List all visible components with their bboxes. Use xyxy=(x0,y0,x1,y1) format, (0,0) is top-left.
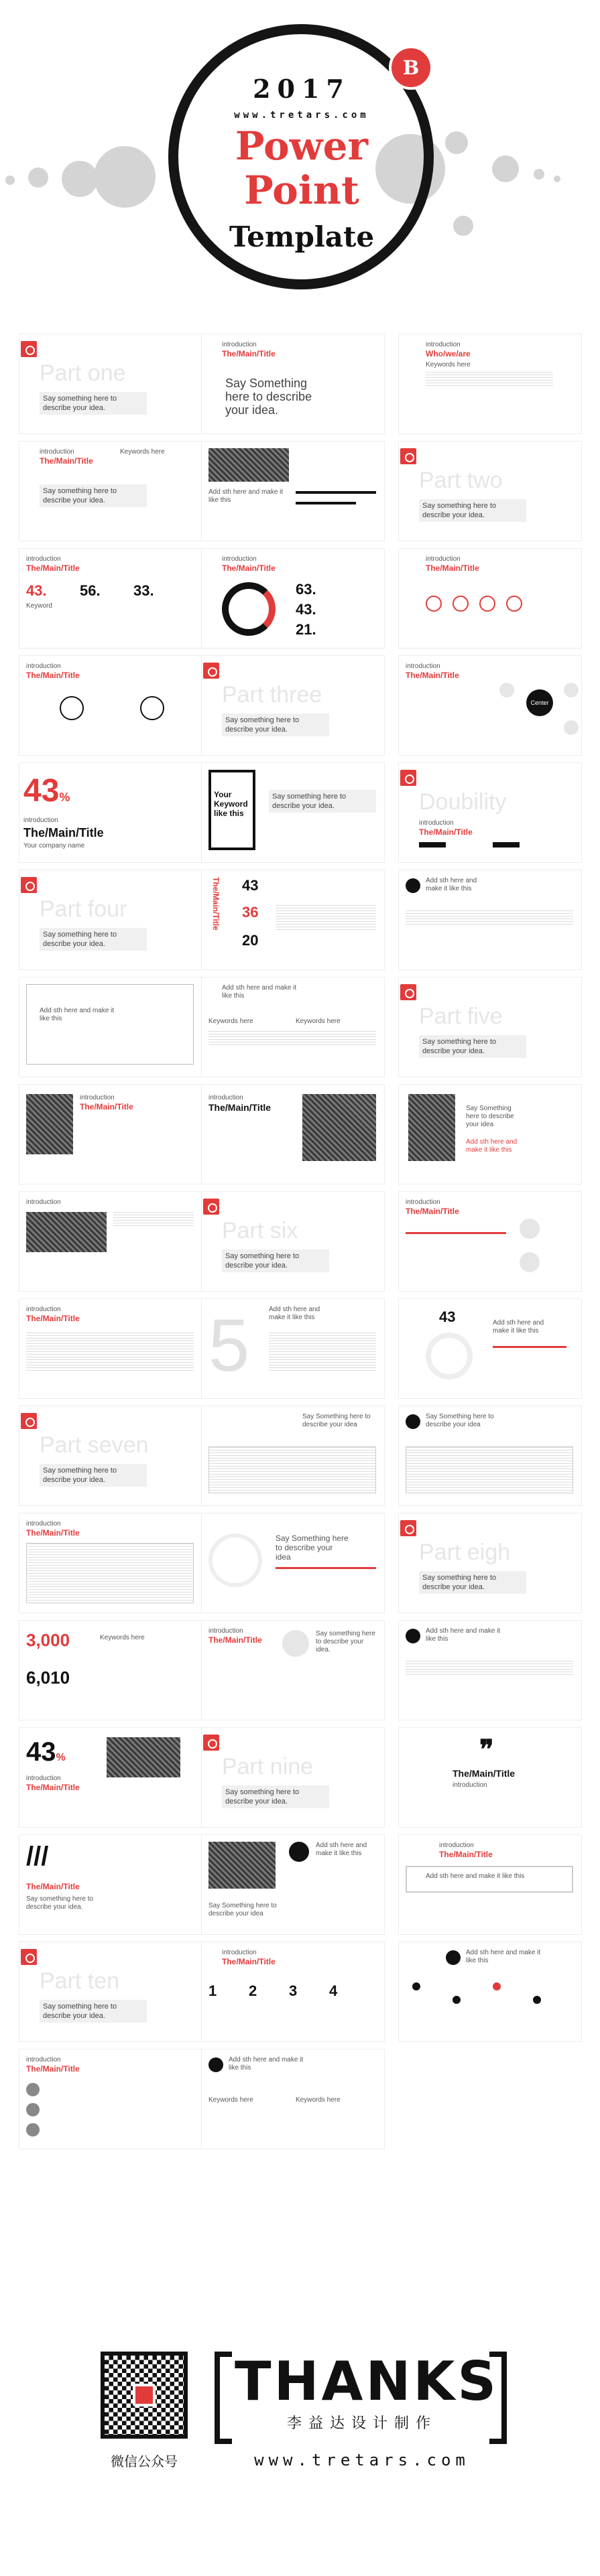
dot-icon xyxy=(412,1982,420,1990)
decor-dot xyxy=(492,155,519,182)
ring-icon xyxy=(426,596,442,612)
designer-credit: 李益达设计制作 xyxy=(286,2415,437,2431)
main-title: The/Main/Title xyxy=(453,1768,516,1779)
brand-logo: B xyxy=(389,46,433,90)
stat-value: 21. xyxy=(296,621,316,638)
text-lines xyxy=(269,1333,376,1373)
add-sth-label: Add sth here and make it like this xyxy=(493,1319,544,1335)
slide-43-twitter xyxy=(398,1298,582,1399)
node-icon xyxy=(499,683,514,697)
arrow-icon xyxy=(406,1414,420,1429)
big-number: 5 xyxy=(208,1304,250,1387)
intro-label: introduction xyxy=(453,1781,487,1789)
keyword-text: Your Keyword like this xyxy=(214,790,248,818)
intro-label: introduction xyxy=(406,663,440,670)
slide-table-b xyxy=(398,1406,582,1506)
big-stat xyxy=(23,772,70,809)
slide-part-five xyxy=(398,977,582,1077)
step-number: 2 xyxy=(249,1982,257,1999)
progress-bar xyxy=(296,491,376,494)
slide-tag-icon xyxy=(203,1735,219,1751)
slide-numbers xyxy=(19,1620,202,1720)
keywords-label: Keywords here xyxy=(296,1018,341,1025)
part-title: Part two xyxy=(419,468,503,493)
progress-bar xyxy=(296,502,356,504)
slide-add-sth-columns xyxy=(398,870,582,970)
stat-label: Keyword xyxy=(26,602,52,610)
text-lines xyxy=(26,1333,194,1373)
slide-part-one xyxy=(19,334,202,434)
main-title: The/Main/Title xyxy=(208,1102,272,1113)
main-title: The/Main/Title xyxy=(26,1882,80,1891)
intro-label: introduction xyxy=(222,1949,257,1956)
slide-tag-icon xyxy=(203,1199,219,1215)
part-title: Part six xyxy=(222,1218,298,1243)
intro-label: introduction xyxy=(26,2056,61,2063)
say-something: Say Something here to describe your idea xyxy=(466,1105,514,1128)
stat-value: 43. xyxy=(26,582,47,599)
add-sth-label: Add sth here and make it like this xyxy=(426,1627,501,1643)
slide-thumbnails xyxy=(0,322,600,2311)
donut-chart xyxy=(222,582,276,636)
slide-circle-say xyxy=(201,1620,385,1720)
keywords-label: Keywords here xyxy=(426,361,471,368)
frame xyxy=(26,984,194,1065)
step-number: 3 xyxy=(289,1982,298,1999)
circle-icon xyxy=(282,1630,309,1657)
node-icon xyxy=(564,683,579,697)
text-lines xyxy=(406,910,573,927)
table-lines xyxy=(276,905,376,932)
slide-avatars xyxy=(19,2049,202,2149)
stat-value: 43. xyxy=(296,601,316,618)
add-sth-label: Add sth here and make it like this xyxy=(426,1873,525,1880)
main-title: The/Main/Title xyxy=(26,2064,80,2074)
slide-subtitle: Say something here to describe your idea. xyxy=(222,1249,329,1272)
slide-subtitle: Say something here to describe your idea. xyxy=(40,484,147,507)
slide-stats-c xyxy=(201,870,385,970)
text-lines xyxy=(113,1212,194,1228)
main-title: The/Main/Title xyxy=(406,1207,459,1216)
slide-part-two xyxy=(398,441,582,541)
slide-subtitle: Say something here to describe your idea. xyxy=(419,1035,526,1058)
slide-arrow-box xyxy=(398,1834,582,1935)
decor-dot xyxy=(445,131,468,154)
decor-dot xyxy=(453,216,473,236)
cover-title-line1: Power xyxy=(235,123,369,169)
main-title: Who/we/are xyxy=(426,349,471,358)
slide-keywords-dual xyxy=(201,977,385,1077)
percent-sign: % xyxy=(59,791,70,804)
keywords-label: Keywords here xyxy=(296,2096,341,2104)
big-stat-value: 43 xyxy=(23,773,60,809)
intro-label: introduction xyxy=(26,1520,61,1528)
slide-table-a xyxy=(201,1406,385,1506)
intro-label: introduction xyxy=(23,817,58,824)
stat-value: 43 xyxy=(439,1308,456,1325)
step-number: 1 xyxy=(208,1982,217,1999)
tally-icon: /// xyxy=(26,1842,49,1871)
main-title: The/Main/Title xyxy=(26,1528,80,1538)
decor-dot xyxy=(554,176,560,182)
add-sth-label: Add sth here and make it like this xyxy=(229,2056,304,2072)
slide-quote-title xyxy=(398,1727,582,1828)
twitter-icon xyxy=(426,1333,473,1379)
intro-label: introduction xyxy=(26,555,61,563)
intro-label: introduction xyxy=(40,448,74,456)
underline xyxy=(406,1232,506,1234)
qr-logo xyxy=(133,2384,156,2406)
dot-icon xyxy=(453,1996,461,2004)
intro-label: introduction xyxy=(406,1199,440,1206)
part-title: Part five xyxy=(419,1004,503,1029)
add-sth-label: Add sth here and make it like this xyxy=(426,877,477,892)
part-title: Part three xyxy=(222,682,322,707)
arrow-icon xyxy=(406,1629,420,1643)
intro-label: introduction xyxy=(426,555,461,563)
label-bar xyxy=(493,842,520,848)
node-icon xyxy=(564,720,579,735)
main-title: The/Main/Title xyxy=(222,563,276,573)
slide-keywords-grid xyxy=(201,2049,385,2149)
slide-part-four xyxy=(19,870,202,970)
intro-label: introduction xyxy=(26,1775,61,1782)
avatar xyxy=(26,2083,40,2096)
intro-label: introduction xyxy=(26,1199,61,1206)
slide-photo-wide xyxy=(19,1191,202,1292)
slide-tag-icon xyxy=(21,1413,37,1429)
thanks-section xyxy=(0,2311,600,2576)
main-title: The/Main/Title xyxy=(80,1102,133,1111)
photo xyxy=(26,1094,73,1154)
part-title: Part ten xyxy=(40,1968,120,1994)
slide-tag-icon xyxy=(21,877,37,893)
text-lines xyxy=(426,372,553,388)
slide-part-ten xyxy=(19,1942,202,2042)
intro-label: introduction xyxy=(222,555,257,563)
left-bracket xyxy=(215,2352,232,2444)
cover-url: www.tretars.com xyxy=(234,110,369,121)
slide-part-six xyxy=(201,1191,385,1292)
slide-subtitle: Say something here to describe your idea. xyxy=(40,392,147,415)
slide-tag-icon xyxy=(400,770,416,786)
intro-label: introduction xyxy=(426,341,461,348)
arrow-icon xyxy=(208,2057,223,2072)
slide-big-43 xyxy=(19,762,202,863)
slide-arrow-say xyxy=(201,1513,385,1613)
table-lines xyxy=(208,1446,376,1493)
slide-tag-icon xyxy=(203,663,219,679)
slide-add-sth-text xyxy=(398,1620,582,1720)
arrow-icon xyxy=(520,1219,540,1239)
photo xyxy=(107,1737,180,1777)
intro-label: introduction xyxy=(26,1306,61,1313)
intro-label: introduction xyxy=(208,1627,243,1635)
slide-tag-icon xyxy=(400,448,416,464)
add-sth-label: Add sth here and make it like this xyxy=(40,1007,115,1022)
intro-label: introduction xyxy=(439,1842,474,1849)
main-title: The/Main/Title xyxy=(419,827,473,837)
slide-five xyxy=(201,1298,385,1399)
main-title: The/Main/Title xyxy=(222,1957,276,1966)
photo xyxy=(208,448,289,482)
stat-value: 63. xyxy=(296,581,316,598)
slide-part-seven xyxy=(19,1406,202,1506)
arrow-icon xyxy=(406,878,420,893)
underline xyxy=(276,1567,376,1569)
slide-tally-title xyxy=(19,1834,202,1935)
main-title: The/Main/Title xyxy=(26,1783,80,1792)
avatar xyxy=(26,2123,40,2137)
slide-tag-icon xyxy=(21,1949,37,1965)
slide-steps xyxy=(201,1942,385,2042)
slide-doubility xyxy=(398,762,582,863)
decor-dot xyxy=(534,169,544,180)
text-lines xyxy=(406,1661,573,1677)
slide-who-we-are xyxy=(398,334,582,434)
intro-label: introduction xyxy=(208,1094,243,1101)
thanks-title: THANKS xyxy=(235,2350,499,2413)
part-title: Part nine xyxy=(222,1754,314,1779)
arrow-icon xyxy=(446,1950,461,1965)
part-title: Part eigh xyxy=(419,1540,511,1565)
dot-icon xyxy=(533,1996,541,2004)
slide-tag-icon xyxy=(21,341,37,357)
say-something: Say Something here to describe your idea xyxy=(276,1534,349,1562)
intro-label: introduction xyxy=(80,1094,115,1101)
photo xyxy=(208,1842,276,1889)
add-sth-label: Add sth here and make it like this xyxy=(269,1306,320,1321)
ring-icon xyxy=(140,696,164,720)
slide-stats-a xyxy=(19,548,202,649)
thanks-url: www.tretars.com xyxy=(254,2451,470,2469)
slide-tag-icon xyxy=(400,1520,416,1536)
slide-gantt xyxy=(19,1513,202,1613)
step-number: 4 xyxy=(329,1982,338,1999)
underline xyxy=(493,1346,566,1348)
intro-label: introduction xyxy=(419,819,454,827)
center-node: Center xyxy=(526,689,553,716)
avatar xyxy=(26,2103,40,2116)
add-sth-label: Add sth here and make it like this xyxy=(222,984,297,1000)
slide-add-sth-frame xyxy=(19,977,202,1077)
photo xyxy=(302,1094,376,1161)
slide-subtitle: Say something here to describe your idea. xyxy=(269,790,376,813)
arrow-icon xyxy=(208,1534,262,1587)
table-lines xyxy=(406,1446,573,1493)
main-title-vertical: The/Main/Title xyxy=(211,877,221,931)
main-title: The/Main/Title xyxy=(426,563,479,573)
ring-icon xyxy=(453,596,469,612)
slide-say-something-2 xyxy=(398,1084,582,1184)
slide-part-three xyxy=(201,655,385,756)
big-stat xyxy=(26,1737,66,1767)
say-something: Say Something here to describe your idea xyxy=(208,1902,277,1917)
keywords-label: Keywords here xyxy=(100,1634,145,1641)
cover-section xyxy=(0,0,600,322)
stat-value: 43 xyxy=(242,877,259,894)
slide-part-eigh xyxy=(398,1513,582,1613)
main-title: The/Main/Title xyxy=(26,563,80,573)
main-title: The/Main/Title xyxy=(406,671,459,680)
number-a: 3,000 xyxy=(26,1630,70,1650)
photo xyxy=(408,1094,455,1161)
keywords-label: Keywords here xyxy=(120,448,165,456)
slide-add-sth xyxy=(201,441,385,541)
decor-dot xyxy=(5,176,15,185)
slide-subtitle: Say something here to describe your idea. xyxy=(222,714,329,736)
slide-tag-icon xyxy=(400,984,416,1000)
slide-keyword-box xyxy=(201,762,385,863)
ring-icon xyxy=(506,596,522,612)
quote-mark: ❞ xyxy=(479,1735,494,1765)
slide-keywords-list xyxy=(398,1191,582,1292)
main-title: The/Main/Title xyxy=(23,826,104,839)
percent-sign: % xyxy=(56,1752,66,1763)
slide-intro-keywords xyxy=(19,441,202,541)
stat-value: 56. xyxy=(80,582,101,599)
part-title: Part one xyxy=(40,360,126,386)
slide-subtitle: Say something here to describe your idea. xyxy=(419,499,526,522)
slide-subtitle: Say something here to describe your idea. xyxy=(40,1464,147,1487)
slide-part-nine xyxy=(201,1727,385,1828)
stat-value: 33. xyxy=(133,582,154,599)
label-bar xyxy=(419,842,446,848)
ring-icon xyxy=(60,696,84,720)
say-something: Say Something here to describe your idea xyxy=(426,1413,494,1428)
main-title: The/Main/Title xyxy=(26,671,80,680)
number-b: 6,010 xyxy=(26,1668,70,1688)
stat-value: 20 xyxy=(242,932,259,949)
slide-zigzag xyxy=(398,1942,582,2042)
cover-title-line2: Point xyxy=(244,167,359,213)
slide-grid-items xyxy=(19,1298,202,1399)
intro-label: introduction xyxy=(222,341,257,348)
dot-icon xyxy=(493,1982,501,1990)
slide-subtitle: Say something here to describe your idea. xyxy=(40,928,147,951)
slide-say-something xyxy=(201,334,385,434)
decor-dot xyxy=(62,161,98,197)
slide-subtitle: Say something here to describe your idea. xyxy=(419,1571,526,1594)
slide-stats-b xyxy=(201,548,385,649)
text-lines xyxy=(208,1031,376,1047)
main-title: The/Main/Title xyxy=(26,1314,80,1323)
keywords-label: Keywords here xyxy=(208,1018,253,1025)
add-sth-label: Add sth here and make it like this xyxy=(208,488,284,504)
say-something: Say something here to describe your idea. xyxy=(26,1895,94,1911)
add-sth-label: Add sth here and make it like this xyxy=(466,1949,541,1964)
slide-circles xyxy=(19,655,202,756)
decor-dot xyxy=(28,167,48,188)
cover-year: 2017 xyxy=(253,74,351,104)
slide-43-photo xyxy=(19,1727,202,1828)
say-something: Say Something here to describe your idea xyxy=(302,1413,371,1428)
stat-value: 36 xyxy=(242,904,259,921)
arrow-icon xyxy=(289,1842,309,1862)
company-name: Your company name xyxy=(23,842,85,850)
ring-icon xyxy=(479,596,495,612)
part-title: Part four xyxy=(40,896,127,922)
photo xyxy=(26,1212,107,1252)
slide-rings xyxy=(398,548,582,649)
cover-title-line3: Template xyxy=(229,220,375,253)
slide-photo-arrow xyxy=(201,1834,385,1935)
keywords-label: Keywords here xyxy=(208,2096,253,2104)
qr-label: 微信公众号 xyxy=(111,2455,178,2469)
intro-label: introduction xyxy=(26,663,61,670)
big-stat-value: 43 xyxy=(26,1737,56,1767)
slide-center-diagram xyxy=(398,655,582,756)
slide-subtitle: Say something here to describe your idea. xyxy=(40,2000,147,2023)
slide-photo-title-2 xyxy=(201,1084,385,1184)
slide-photo-title xyxy=(19,1084,202,1184)
decor-dot xyxy=(94,146,156,208)
say-something: Say something here to describe your idea. xyxy=(316,1630,375,1653)
add-sth-label: Add sth here and make it like this xyxy=(466,1138,518,1154)
add-sth-label: Add sth here and make it like this xyxy=(316,1842,367,1857)
slide-subtitle: Say Something here to describe your idea. xyxy=(225,377,312,417)
arrow-icon xyxy=(520,1252,540,1272)
part-title: Part seven xyxy=(40,1432,149,1458)
main-title: The/Main/Title xyxy=(439,1850,493,1859)
gantt-grid xyxy=(26,1543,194,1603)
main-title: The/Main/Title xyxy=(208,1635,262,1645)
main-title: The/Main/Title xyxy=(40,456,93,466)
slide-subtitle: Say something here to describe your idea. xyxy=(222,1785,329,1808)
part-title: Doubility xyxy=(419,789,507,815)
main-title: The/Main/Title xyxy=(222,349,276,358)
